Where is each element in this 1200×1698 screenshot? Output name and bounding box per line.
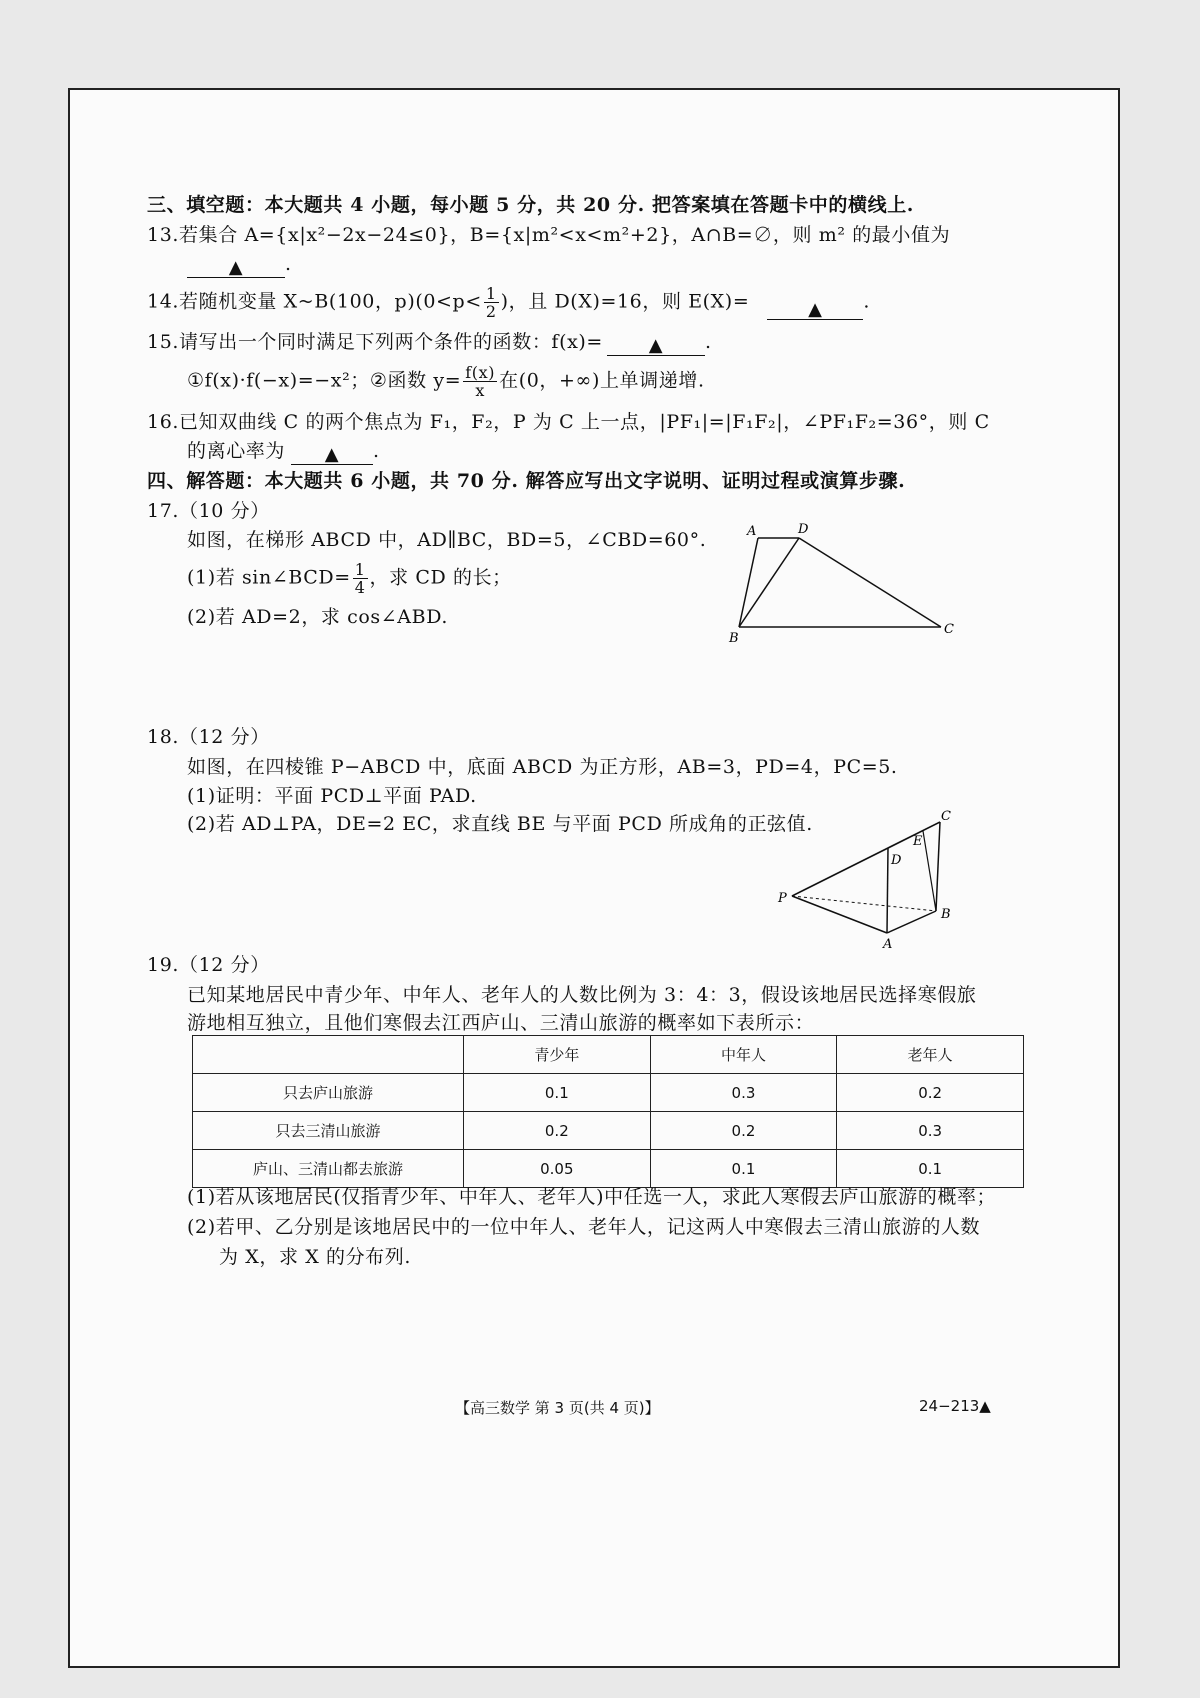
section-3-heading: 三、填空题：本大题共 4 小题，每小题 5 分，共 20 分. 把答案填在答题卡中的横线上. xyxy=(147,194,915,216)
question-13 xyxy=(147,221,950,249)
q15-fraction-numerator: f(x) xyxy=(465,363,496,382)
pyramid-edge-pb-hidden xyxy=(792,896,936,911)
q14-answer-blank xyxy=(767,295,863,320)
label-d: D xyxy=(891,853,902,868)
q18-part-1: (1)证明：平面 PCD⊥平面 PAD. xyxy=(187,785,477,807)
label-d: D xyxy=(798,522,809,537)
table-row xyxy=(193,1074,1024,1112)
q15-conditions xyxy=(187,364,705,399)
q13-text: 若集合 A={x|x²−2x−24≤0}，B={x|m²<x<m²+2}，A∩B=∅，则 m² 的最小值为 xyxy=(179,224,951,246)
table-header-cell: 中年人 xyxy=(650,1036,837,1074)
q15-condition-before: ①f(x)·f(−x)=−x²；②函数 y= xyxy=(187,369,462,392)
pyramid-segment-eb xyxy=(923,831,936,911)
q17-header: 17.（10 分） xyxy=(147,500,270,522)
table-header-cell xyxy=(193,1036,464,1074)
table-cell: 0.3 xyxy=(837,1112,1024,1150)
pyramid-edge-ab xyxy=(887,911,936,933)
q19-part-2-line-1: (2)若甲、乙分别是该地居民中的一位中年人、老年人，记这两人中寒假去三清山旅游的人数 xyxy=(187,1216,981,1238)
q15-number: 15. xyxy=(147,331,180,353)
q16-line-1: 已知双曲线 C 的两个焦点为 F₁，F₂，P 为 C 上一点，|PF₁|=|F₁F₂|，∠PF₁F₂=36°，则 C xyxy=(179,411,990,433)
table-row xyxy=(193,1150,1024,1188)
q13-answer-line xyxy=(187,250,292,278)
question-14 xyxy=(147,285,870,320)
q16-period: . xyxy=(373,440,380,462)
q18-header: 18.（12 分） xyxy=(147,726,270,748)
q17-fraction-numerator: 1 xyxy=(354,560,366,579)
q17-fraction-denominator: 4 xyxy=(354,578,366,597)
pyramid-edge-pa xyxy=(792,896,887,933)
q15-text: 请写出一个同时满足下列两个条件的函数：f(x)= xyxy=(179,331,603,353)
q15-condition-after: 在(0，+∞)上单调递增. xyxy=(499,369,705,392)
label-b: B xyxy=(941,907,951,922)
probability-table xyxy=(192,1035,1024,1188)
q17-intro: 如图，在梯形 ABCD 中，AD∥BC，BD=5，∠CBD=60°. xyxy=(187,529,707,551)
q14-fraction xyxy=(484,285,499,320)
q15-period: . xyxy=(704,331,712,353)
trapezoid-edge-dc xyxy=(799,538,941,627)
table-header-cell: 青少年 xyxy=(464,1036,651,1074)
q15-fraction xyxy=(463,364,497,399)
q16-blank-marker: ▲ xyxy=(324,444,340,465)
table-header-row xyxy=(193,1036,1024,1074)
table-cell: 0.3 xyxy=(650,1074,837,1112)
label-c: C xyxy=(941,809,951,824)
label-e: E xyxy=(913,834,923,849)
exam-code: 24−213▲ xyxy=(919,1397,991,1415)
q13-number: 13. xyxy=(147,224,180,246)
table-cell: 0.1 xyxy=(837,1150,1024,1188)
q14-period: . xyxy=(863,290,870,313)
q14-text-before: 若随机变量 X~B(100，p)(0<p< xyxy=(179,290,482,313)
label-a: A xyxy=(883,937,893,950)
q16-line-2: 的离心率为 xyxy=(187,440,286,462)
q14-fraction-denominator: 2 xyxy=(485,302,497,321)
trapezoid-figure xyxy=(710,515,970,650)
pyramid-edge-pd xyxy=(792,848,888,896)
q17-part-2: (2)若 AD=2，求 cos∠ABD. xyxy=(187,606,448,628)
q17-part-1-before: (1)若 sin∠BCD= xyxy=(187,566,351,589)
q17-fraction xyxy=(353,561,368,596)
question-16 xyxy=(147,408,990,436)
pyramid-edge-cb xyxy=(936,822,940,911)
label-b: B xyxy=(729,631,739,646)
q13-period: . xyxy=(285,253,292,275)
pyramid-figure xyxy=(770,800,970,950)
q16-line-2-row xyxy=(187,437,380,465)
table-cell: 只去庐山旅游 xyxy=(193,1074,464,1112)
q19-line-2: 游地相互独立，且他们寒假去江西庐山、三清山旅游的概率如下表所示： xyxy=(187,1012,815,1034)
table-cell: 0.2 xyxy=(464,1112,651,1150)
table-row xyxy=(193,1112,1024,1150)
q19-part-1: (1)若从该地居民(仅指青少年、中年人、老年人)中任选一人，求此人寒假去庐山旅游的概率； xyxy=(187,1186,997,1208)
label-p: P xyxy=(778,891,787,906)
q14-blank-marker: ▲ xyxy=(808,299,823,320)
question-15 xyxy=(147,328,712,356)
label-a: A xyxy=(747,524,757,539)
q14-number: 14. xyxy=(147,290,180,313)
label-c: C xyxy=(944,622,954,637)
q17-part-1 xyxy=(187,561,512,596)
q15-answer-blank xyxy=(607,331,705,356)
q19-line-1: 已知某地居民中青少年、中年人、老年人的人数比例为 3：4：3，假设该地居民选择寒假旅 xyxy=(187,984,977,1006)
table-cell: 庐山、三清山都去旅游 xyxy=(193,1150,464,1188)
table-cell: 0.2 xyxy=(650,1112,837,1150)
q13-blank-marker: ▲ xyxy=(228,257,244,278)
page-footer: 【高三数学 第 3 页(共 4 页)】 xyxy=(455,1399,660,1417)
q15-fraction-denominator: x xyxy=(475,381,485,400)
table-cell: 只去三清山旅游 xyxy=(193,1112,464,1150)
q16-number: 16. xyxy=(147,411,180,433)
q17-part-1-after: ，求 CD 的长； xyxy=(369,566,512,589)
table-cell: 0.1 xyxy=(650,1150,837,1188)
q13-answer-blank xyxy=(187,253,285,278)
q19-part-2-line-2: 为 X，求 X 的分布列. xyxy=(219,1246,412,1268)
q15-blank-marker: ▲ xyxy=(648,335,664,356)
q18-part-2: (2)若 AD⊥PA，DE=2 EC，求直线 BE 与平面 PCD 所成角的正弦值. xyxy=(187,813,813,835)
q19-header: 19.（12 分） xyxy=(147,954,270,976)
exam-page xyxy=(68,88,1120,1668)
table-cell: 0.2 xyxy=(837,1074,1024,1112)
pyramid-edge-da xyxy=(887,848,888,933)
table-header-cell: 老年人 xyxy=(837,1036,1024,1074)
table-cell: 0.05 xyxy=(464,1150,651,1188)
q16-answer-blank xyxy=(291,440,373,465)
q14-text-after: )，且 D(X)=16，则 E(X)= xyxy=(500,290,750,313)
section-4-heading: 四、解答题：本大题共 6 小题，共 70 分. 解答应写出文字说明、证明过程或演算步骤. xyxy=(147,470,906,492)
q18-intro: 如图，在四棱锥 P−ABCD 中，底面 ABCD 为正方形，AB=3，PD=4，PC=5. xyxy=(187,756,898,778)
table-cell: 0.1 xyxy=(464,1074,651,1112)
q14-fraction-numerator: 1 xyxy=(485,284,497,303)
